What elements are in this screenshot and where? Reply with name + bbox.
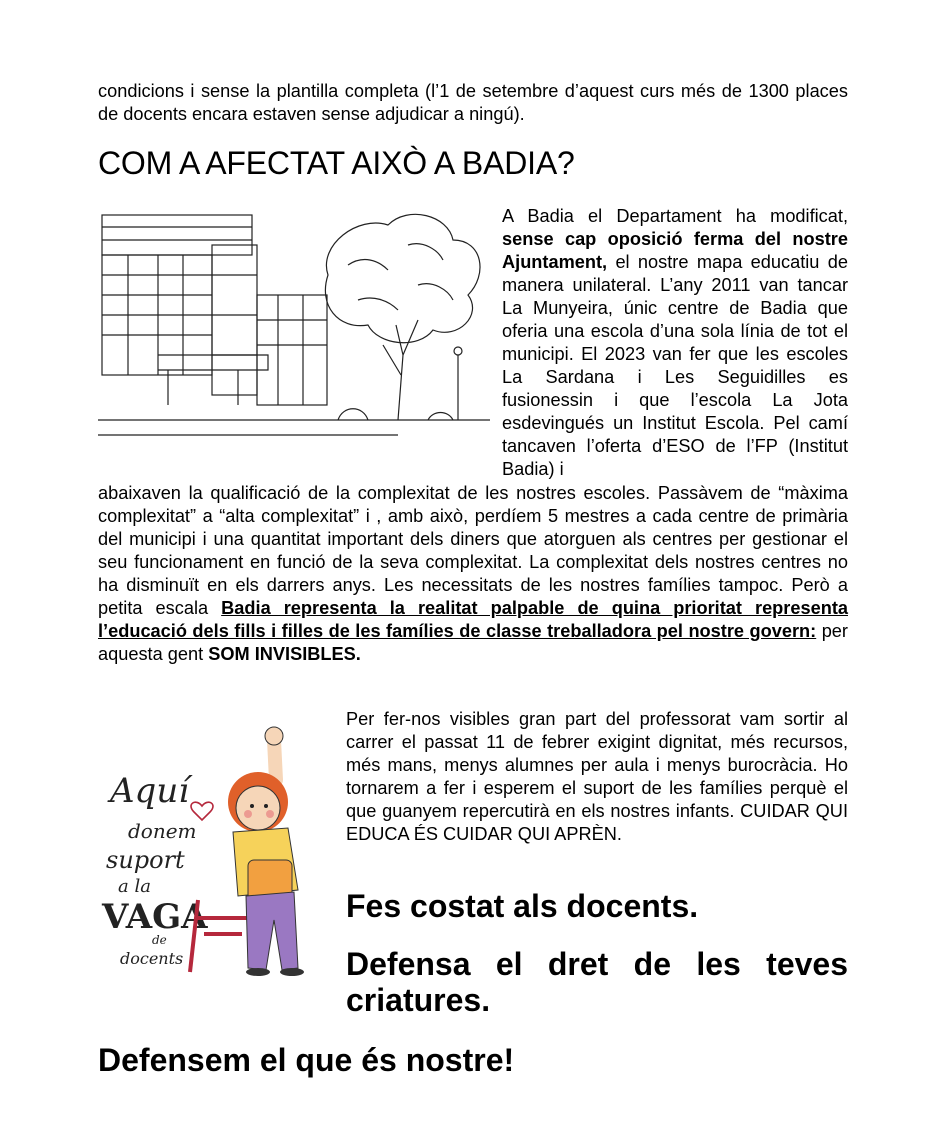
intro-paragraph: condicions i sense la plantilla completa (l’1 de setembre d’aquest curs més de 1300 places de docents encara estaven sense adjudicar a ningú). (98, 81, 848, 124)
text-school-map-history: el nostre mapa educatiu de manera unilateral. L’any 2011 van tancar La Munyeira, únic centre de Badia que oferia una escola d’una sola línia de tot el municipi. El 2023 van fer que les escoles La Sardana i Les Seguidilles es fusionessin i que l’escola La Jota esdevingués un Institut Escola. Pel camí tancaven l’oferta d’ESO de l’FP (Institut Badia) i (502, 252, 848, 479)
slogan-defend-ours: Defensem el que és nostre! (98, 1042, 515, 1078)
badia-paragraph-bottom (98, 482, 848, 666)
visibility-paragraph: Per fer-nos visibles gran part del professorat vam sortir al carrer el passat 11 de febrer exigint dignitat, més recursos, més mans, menys alumnes per aula i menys burocràcia. Ho tornarem a fer i esperem el suport de les famílies perquè el que guanyem repercutirà en els nostres infants. CUIDAR QUI EDUCA ÉS CUIDAR QUI APRÈN. (346, 709, 848, 844)
slogan-defend-rights: Defensa el dret de les teves criatures. (346, 946, 848, 1018)
school-building-illustration (98, 205, 490, 455)
poster-word-vaga: VAGA (102, 897, 208, 937)
text-for-these-people: per aquesta gent (98, 621, 848, 664)
poster-word-suport: suport (106, 846, 185, 874)
strike-support-poster (98, 720, 336, 982)
poster-word-docents: docents (120, 949, 184, 968)
poster-word-de: de (152, 933, 167, 947)
text-badia-represents: Badia representa la realitat palpable de quina prioritat representa l’educació dels fills i filles de les famílies de classe treballadora pel nostre govern: (98, 598, 848, 641)
text-we-are-invisible: SOM INVISIBLES. (208, 644, 361, 664)
text-complexity-reduction: abaixaven la qualificació de la complexitat de les nostres escoles. Passàvem de “màxima complexitat” a “alta complexitat” i , amb això, perdíem 5 mestres a cada centre de primària del municipi i una quantitat important dels diners que atorguen als centres per gestionar el seu funcionament en funció de la seva complexitat. La complexitat dels nostres centres no ha disminuït en els darrers anys. Les necessitats de les nostres famílies tampoc. Però a petita escala (98, 483, 848, 618)
heart-icon (191, 802, 213, 820)
section-heading: COM A AFECTAT AIXÒ A BADIA? (98, 145, 575, 181)
poster-word-donem: donem (128, 819, 197, 843)
text-department-modified: A Badia el Departament ha modificat, (502, 206, 848, 226)
building-top-block (102, 215, 252, 255)
text-no-opposition: sense cap oposició ferma del nostre Ajuntament, (502, 229, 848, 272)
poster-word-aqui: Aquí (110, 771, 190, 811)
girl-figure (228, 727, 304, 976)
poster-word-ala: a la (118, 876, 151, 897)
slogan-support-teachers: Fes costat als docents. (346, 888, 699, 924)
badia-paragraph-top (502, 205, 848, 481)
